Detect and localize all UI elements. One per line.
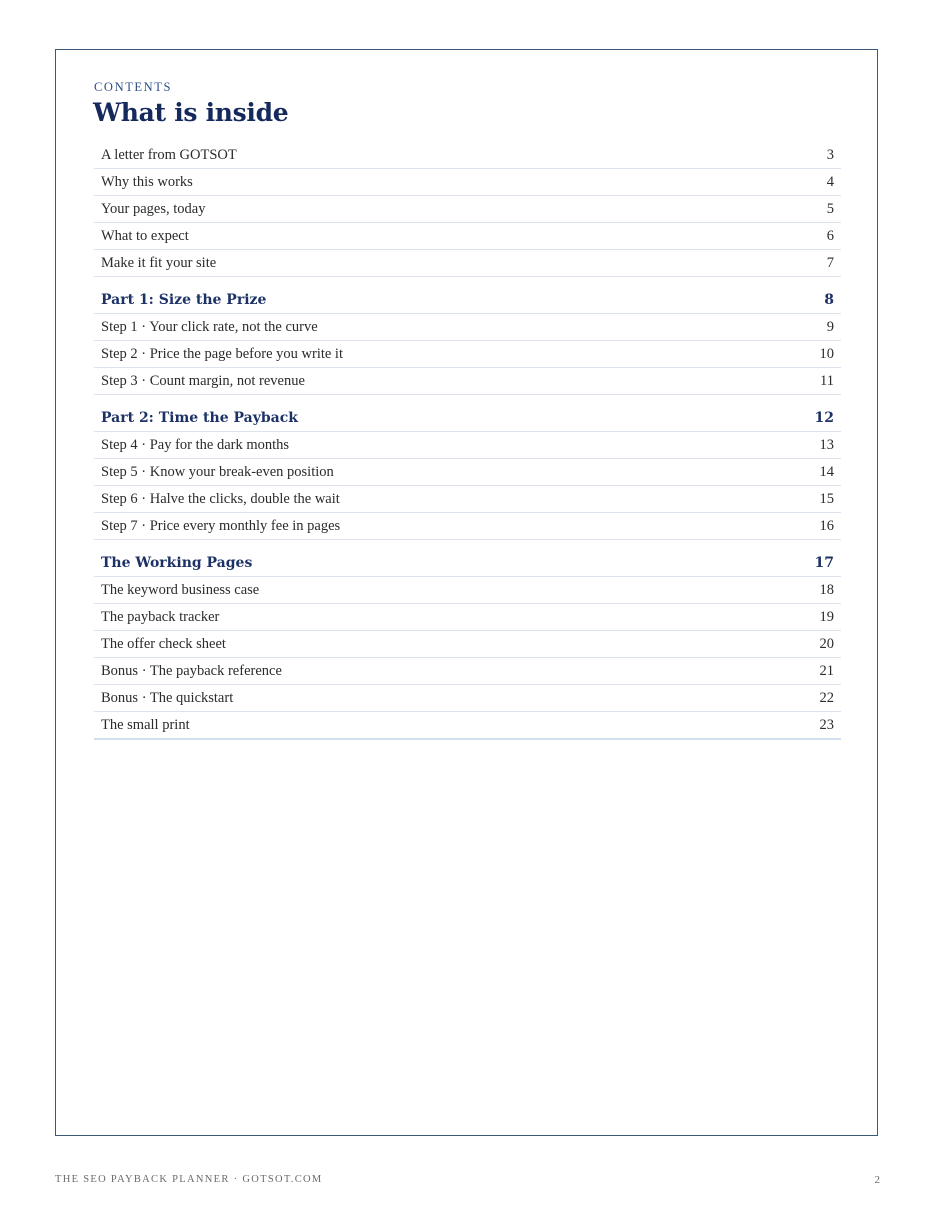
toc-label: Step 4 · Pay for the dark months [101, 436, 290, 453]
toc-page-number: 18 [819, 581, 834, 598]
toc-page-number: 14 [819, 463, 834, 480]
toc-row[interactable] [94, 604, 841, 631]
toc-page-number: 16 [819, 517, 834, 534]
toc-part-title: Part 2: Time the Payback [101, 410, 298, 426]
toc-page-number: 19 [819, 608, 834, 625]
table-of-contents [94, 142, 841, 750]
toc-row[interactable] [94, 314, 841, 341]
footer-running-title: THE SEO PAYBACK PLANNER · GOTSOT.COM [55, 1174, 323, 1185]
toc-row[interactable] [94, 486, 841, 513]
toc-row[interactable] [94, 142, 841, 169]
toc-page-number: 7 [826, 254, 834, 271]
toc-label: Step 1 · Your click rate, not the curve [101, 318, 318, 335]
toc-row[interactable] [94, 631, 841, 658]
toc-label: Make it fit your site [101, 254, 217, 271]
toc-row[interactable] [94, 658, 841, 685]
toc-label: The small print [101, 716, 190, 733]
toc-label: Step 2 · Price the page before you write it [101, 345, 343, 362]
toc-label: Bonus · The quickstart [101, 689, 234, 706]
toc-label: Bonus · The payback reference [101, 662, 282, 679]
toc-label: A letter from GOTSOT [101, 146, 237, 163]
toc-part-title: The Working Pages [101, 555, 253, 571]
toc-part-title: Part 1: Size the Prize [101, 292, 267, 308]
toc-label: The payback tracker [101, 608, 220, 625]
toc-page-number: 9 [826, 318, 834, 335]
toc-page-number: 21 [819, 662, 834, 679]
toc-label: Why this works [101, 173, 193, 190]
toc-page-number: 17 [814, 555, 834, 571]
toc-row[interactable] [94, 341, 841, 368]
toc-page-number: 3 [826, 146, 834, 163]
toc-page-number: 20 [819, 635, 834, 652]
section-eyebrow: CONTENTS [94, 80, 173, 94]
toc-row[interactable] [94, 459, 841, 486]
toc-row[interactable] [94, 577, 841, 604]
toc-row[interactable] [94, 223, 841, 250]
toc-label: Step 7 · Price every monthly fee in pages [101, 517, 341, 534]
toc-row[interactable] [94, 368, 841, 395]
toc-page-number: 13 [819, 436, 834, 453]
toc-group-working-pages [94, 550, 841, 740]
toc-row[interactable] [94, 432, 841, 459]
toc-label: The keyword business case [101, 581, 260, 598]
toc-page-number: 5 [826, 200, 834, 217]
toc-page-number: 22 [819, 689, 834, 706]
toc-page-number: 12 [814, 410, 834, 426]
toc-row[interactable] [94, 513, 841, 540]
toc-row[interactable] [94, 169, 841, 196]
toc-row[interactable] [94, 250, 841, 277]
footer-page-number: 2 [874, 1174, 880, 1186]
toc-group-intro [94, 142, 841, 277]
toc-page-number: 11 [820, 372, 834, 389]
toc-row[interactable] [94, 685, 841, 712]
toc-part-heading[interactable] [94, 550, 841, 577]
toc-page-number: 4 [826, 173, 834, 190]
toc-page-number: 15 [819, 490, 834, 507]
toc-part-heading[interactable] [94, 287, 841, 314]
toc-label: Step 3 · Count margin, not revenue [101, 372, 305, 389]
toc-page-number: 10 [819, 345, 834, 362]
page-title: What is inside [93, 98, 289, 127]
toc-label: Step 6 · Halve the clicks, double the wait [101, 490, 340, 507]
toc-group-part2 [94, 405, 841, 540]
toc-row[interactable] [94, 196, 841, 223]
page-frame [55, 49, 878, 1136]
toc-label: The offer check sheet [101, 635, 226, 652]
toc-row[interactable] [94, 712, 841, 740]
toc-page-number: 6 [826, 227, 834, 244]
toc-label: What to expect [101, 227, 189, 244]
toc-page-number: 8 [824, 292, 834, 308]
toc-label: Step 5 · Know your break-even position [101, 463, 334, 480]
toc-group-part1 [94, 287, 841, 395]
toc-page-number: 23 [819, 716, 834, 733]
toc-label: Your pages, today [101, 200, 206, 217]
toc-part-heading[interactable] [94, 405, 841, 432]
